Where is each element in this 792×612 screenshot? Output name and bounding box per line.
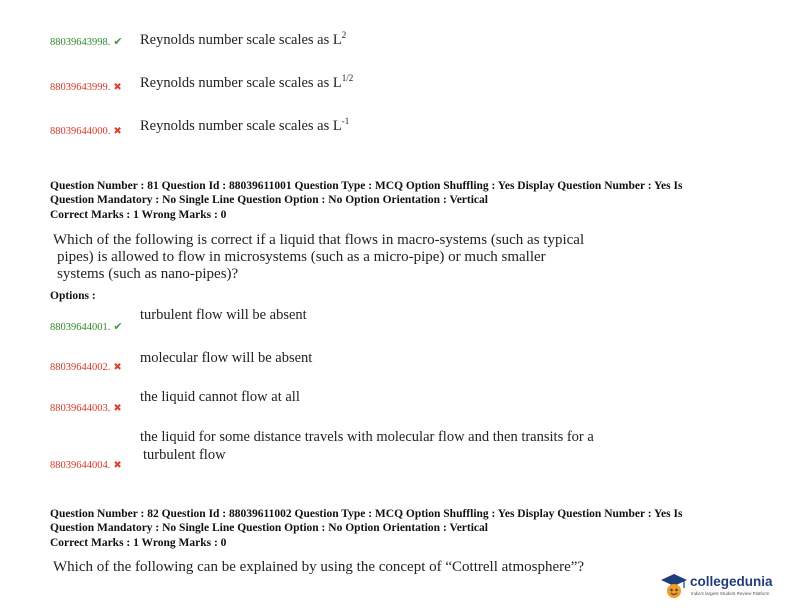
logo-name: collegedunia xyxy=(690,574,773,589)
cross-icon: ✖ xyxy=(113,362,122,373)
option-text: molecular flow will be absent xyxy=(140,350,313,366)
question-text: Which of the following is correct if a liquid that flows in macro-systems (such as typical xyxy=(53,232,585,248)
option-text: Reynolds number scale scales as $L^{-1}$ xyxy=(140,116,350,134)
option-row xyxy=(50,317,123,335)
option-text: turbulent flow will be absent xyxy=(140,307,307,323)
option-text: Reynolds number scale scales as $L^{1/2}$ xyxy=(140,73,354,91)
collegedunia-logo xyxy=(660,571,786,603)
cross-icon: ✖ xyxy=(113,460,122,471)
question-text: systems (such as nano-pipes)? xyxy=(57,266,239,282)
option-row xyxy=(50,398,122,416)
option-id: 88039644002. xyxy=(50,362,111,373)
cross-icon: ✖ xyxy=(113,126,122,137)
options-label: Options : xyxy=(50,290,96,302)
option-text: the liquid for some distance travels with molecular flow and then transits for a xyxy=(140,429,594,445)
marks-line: Correct Marks : 1 Wrong Marks : 0 xyxy=(50,537,227,549)
graduate-cap-icon xyxy=(660,572,688,602)
option-row xyxy=(50,455,122,473)
check-icon: ✔ xyxy=(113,36,123,48)
option-id: 88039644004. xyxy=(50,460,111,471)
question-meta: Question Mandatory : No Single Line Question Option : No Option Orientation : Vertical xyxy=(50,194,488,206)
question-meta: Question Number : 81 Question Id : 88039611001 Question Type : MCQ Option Shuffling : Yes Display Question Number : Yes Is xyxy=(50,180,683,192)
option-text: Reynolds number scale scales as $L^2$ xyxy=(140,30,347,48)
question-text: pipes) is allowed to flow in microsystems (such as a micro-pipe) or much smaller xyxy=(57,249,546,265)
cross-icon: ✖ xyxy=(113,403,122,414)
option-id: 88039644003. xyxy=(50,403,111,414)
superscript: 2 xyxy=(341,30,347,40)
option-id: 88039644001. xyxy=(50,322,111,333)
option-row xyxy=(50,357,122,375)
question-meta: Question Number : 82 Question Id : 88039611002 Question Type : MCQ Option Shuffling : Yes Display Question Number : Yes Is xyxy=(50,508,683,520)
option-text: the liquid cannot flow at all xyxy=(140,389,300,405)
logo-tagline: India's largest Student Review Platform xyxy=(691,591,770,596)
option-text: turbulent flow xyxy=(143,447,226,463)
option-row xyxy=(50,77,122,95)
cross-icon: ✖ xyxy=(113,82,122,93)
option-id: 88039643999. xyxy=(50,82,111,93)
superscript: -1 xyxy=(341,116,350,126)
option-id: 88039643998. xyxy=(50,37,111,48)
question-text: Which of the following can be explained by using the concept of “Cottrell atmosphere”? xyxy=(53,559,585,575)
option-row xyxy=(50,32,123,50)
question-meta: Question Mandatory : No Single Line Question Option : No Option Orientation : Vertical xyxy=(50,522,488,534)
check-icon: ✔ xyxy=(113,321,123,333)
marks-line: Correct Marks : 1 Wrong Marks : 0 xyxy=(50,209,227,221)
option-id: 88039644000. xyxy=(50,126,111,137)
option-row xyxy=(50,121,122,139)
superscript: 1/2 xyxy=(341,73,354,83)
